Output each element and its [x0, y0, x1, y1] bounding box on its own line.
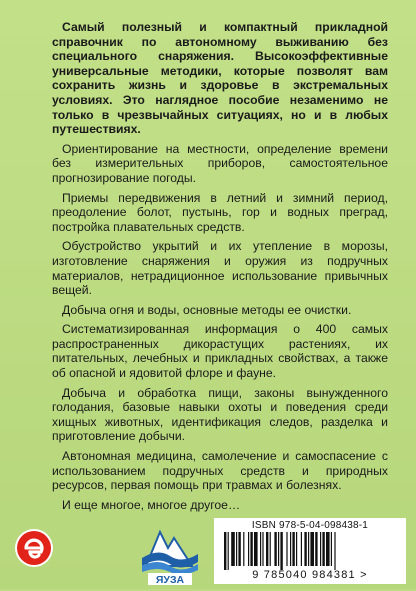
paragraph-plants: Систематизированная информация о 400 самых распространенных дикорастущих растениях, их питательных, лечебных и прикладных свойствах, а также об опасной и ядовитой флоре и фауне. [52, 322, 388, 381]
barcode-panel [214, 518, 406, 584]
description-text [52, 20, 388, 517]
paragraph-shelters: Обустройство укрытий и их утепление в морозы, изготовление снаряжения и оружия из подручных материалов, нетрадиционное использование привычных вещей. [52, 239, 388, 298]
isbn-text: ISBN 978-5-04-098438-1 [251, 520, 369, 531]
eksmo-logo-icon [14, 528, 54, 568]
paragraph-orientation: Ориентирование на местности, определение времени без измерительных приборов, самостоятельное прогнозирование погоды. [52, 141, 388, 185]
barcode-icon [222, 532, 398, 570]
barcode-digits: 9 785040 984381 > [252, 569, 368, 581]
paragraph-more: И еще многое, многое другое… [62, 497, 241, 512]
yauza-logo-icon [138, 518, 202, 586]
paragraph-food: Добыча и обработка пищи, законы вынужденного голодания, базовые навыки охоты и поведения среди хищных животных, идентификация следов, разделка и приготовление добычи. [52, 385, 388, 444]
paragraph-medicine: Автономная медицина, самолечение и самоспасение с использованием подручных средств и природных ресурсов, первая помощь при травмах и болезнях. [52, 449, 388, 493]
paragraph-fire-water: Добыча огня и воды, основные методы ее очистки. [62, 302, 352, 317]
intro-paragraph: Самый полезный и компактный прикладной справочник по автономному выживанию без специального снаряжения. Высокоэффективные универсальные методики, которые позволят вам сохранить жизнь и здоровье в экстремальных условиях. Это наглядное пособие незаменимо не только в чрезвычайных ситуациях, но и в любых путешествиях. [52, 20, 388, 137]
paragraph-movement: Приемы передвижения в летний и зимний период, преодоление болот, пустынь, гор и водных преград, постройка плавательных средств. [52, 190, 388, 234]
yauza-label: ЯУЗА [155, 574, 185, 586]
